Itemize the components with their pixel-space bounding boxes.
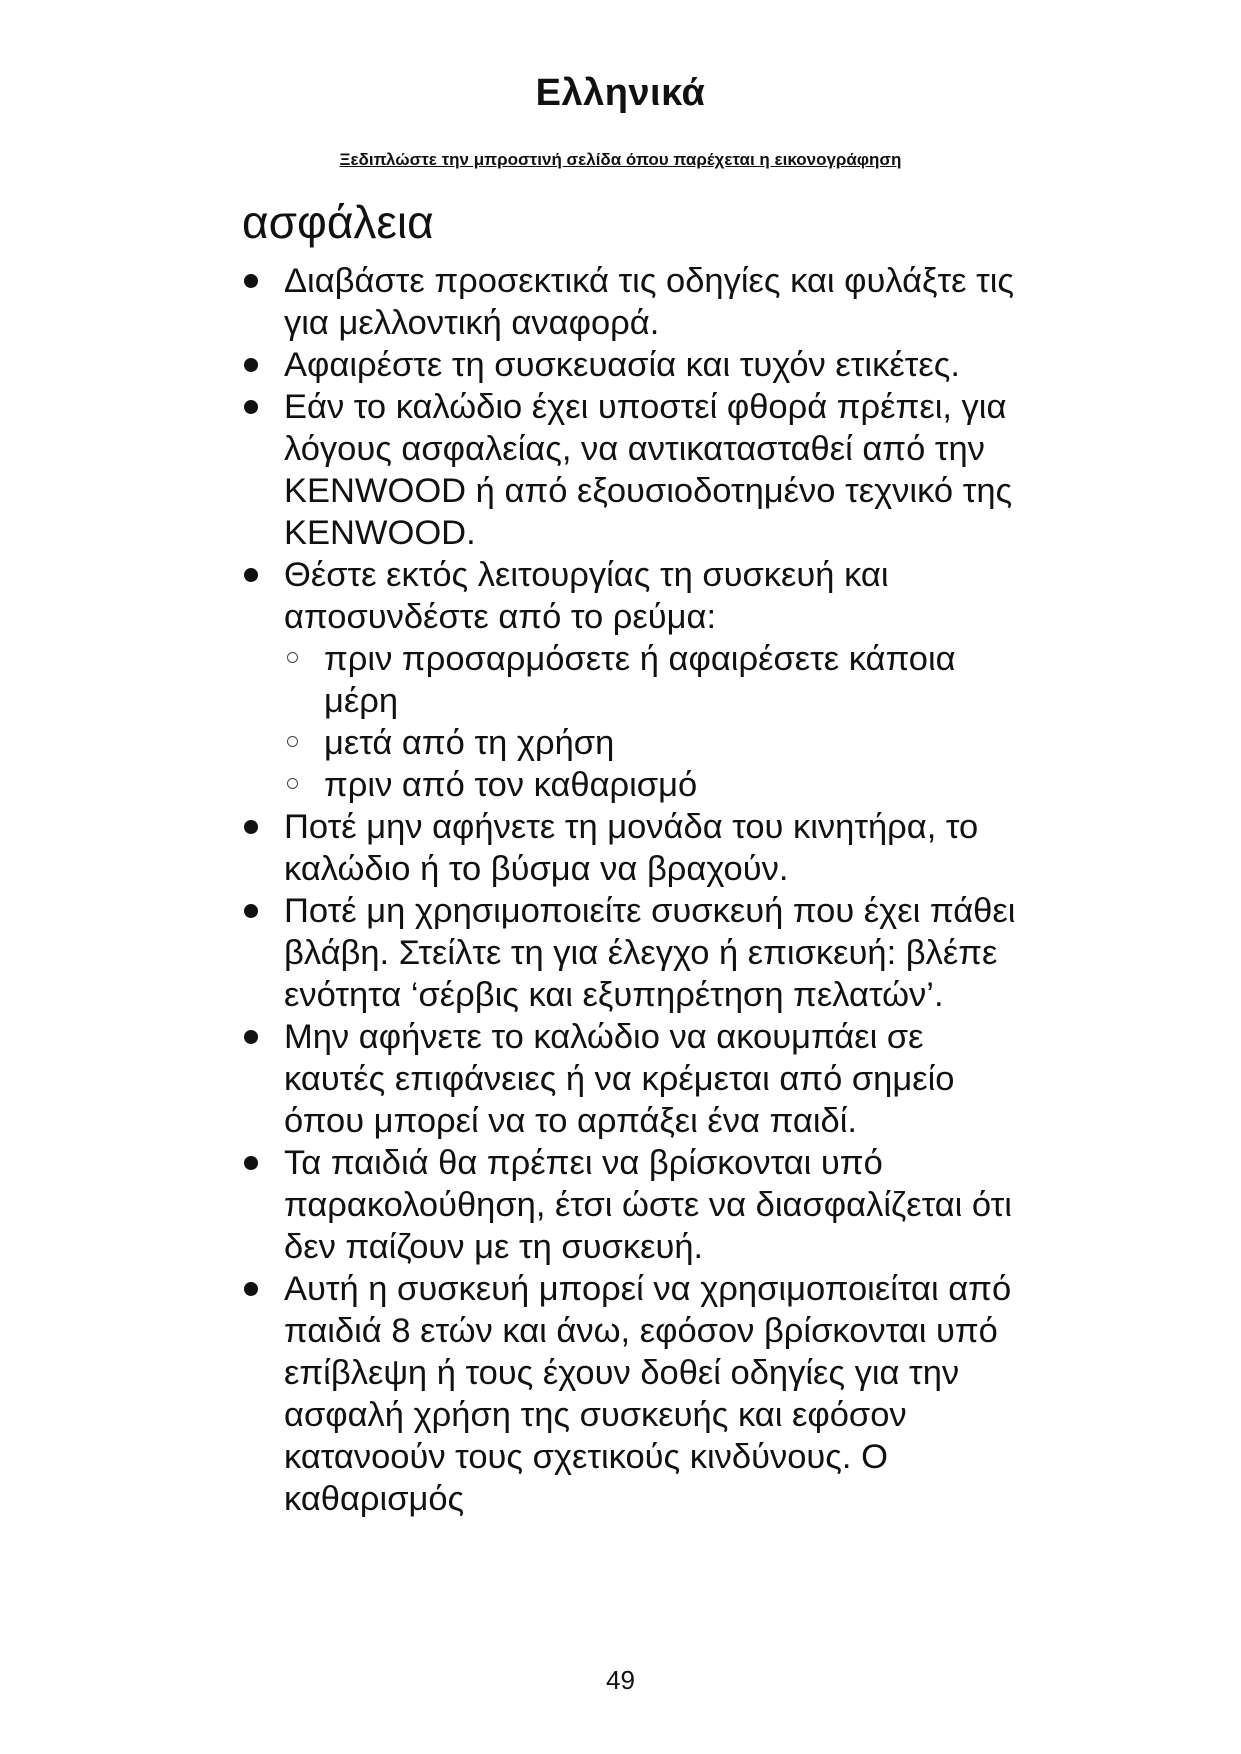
bullet-icon xyxy=(244,820,258,834)
safety-item xyxy=(242,344,1022,386)
safety-item xyxy=(242,260,1022,344)
section-heading-safety: ασφάλεια xyxy=(242,196,434,248)
hollow-bullet-icon xyxy=(287,736,298,747)
safety-list xyxy=(242,260,1022,1520)
hollow-bullet-icon xyxy=(287,778,298,789)
safety-item xyxy=(242,890,1022,1016)
safety-item-text: Ποτέ μη χρησιμοποιείτε συσκευή που έχει πάθει βλάβη. Στείλτε τη για έλεγχο ή επισκευή: βλέπε ενότητα ‘σέρβις και εξυπηρέτηση πελατών’. xyxy=(284,892,1016,1014)
safety-item-text: Τα παιδιά θα πρέπει να βρίσκονται υπό παρακολούθηση, έτσι ώστε να διασφαλίζεται ότι δεν παίζουν με τη συσκευή. xyxy=(284,1144,1012,1266)
safety-item xyxy=(242,1142,1022,1268)
safety-item xyxy=(242,554,1022,806)
bullet-icon xyxy=(244,568,258,582)
language-title: Ελληνικά xyxy=(535,72,706,114)
safety-item-text: Θέστε εκτός λειτουργίας τη συσκευή και αποσυνδέστε από το ρεύμα: xyxy=(284,556,889,636)
unfold-instruction: Ξεδιπλώστε την μπροστινή σελίδα όπου παρέχεται η εικονογράφηση xyxy=(339,150,902,169)
disconnect-sublist xyxy=(284,638,1022,806)
bullet-icon xyxy=(244,400,258,414)
bullet-icon xyxy=(244,274,258,288)
bullet-icon xyxy=(244,1030,258,1044)
hollow-bullet-icon xyxy=(287,652,298,663)
sub-item-text: πριν προσαρμόσετε ή αφαιρέσετε κάποια μέρη xyxy=(324,640,956,720)
sub-item xyxy=(284,764,1022,806)
safety-item xyxy=(242,1016,1022,1142)
bullet-icon xyxy=(244,1156,258,1170)
sub-item xyxy=(284,638,1022,722)
safety-item-text: Αυτή η συσκευή μπορεί να χρησιμοποιείται από παιδιά 8 ετών και άνω, εφόσον βρίσκονται υπό επίβλεψη ή τους έχουν δοθεί οδηγίες για την ασφαλή χρήση της συσκευής και εφόσον κατανοούν τους σχετικούς κινδύνους. Ο καθαρισμός xyxy=(284,1270,1012,1518)
bullet-icon xyxy=(244,358,258,372)
safety-item-text: Διαβάστε προσεκτικά τις οδηγίες και φυλάξτε τις για μελλοντική αναφορά. xyxy=(284,262,1015,342)
sub-item-text: πριν από τον καθαρισμό xyxy=(324,766,698,804)
safety-item xyxy=(242,386,1022,554)
safety-item xyxy=(242,1268,1022,1520)
safety-item-text: Μην αφήνετε το καλώδιο να ακουμπάει σε καυτές επιφάνειες ή να κρέμεται από σημείο όπου μπορεί να το αρπάξει ένα παιδί. xyxy=(284,1018,955,1140)
safety-item-text: Ποτέ μην αφήνετε τη μονάδα του κινητήρα, το καλώδιο ή το βύσμα να βραχούν. xyxy=(284,808,979,888)
safety-item-text: Αφαιρέστε τη συσκευασία και τυχόν ετικέτες. xyxy=(284,346,960,384)
bullet-icon xyxy=(244,904,258,918)
sub-item xyxy=(284,722,1022,764)
page-number: 49 xyxy=(606,1665,635,1695)
safety-item-text: Εάν το καλώδιο έχει υποστεί φθορά πρέπει, για λόγους ασφαλείας, να αντικατασταθεί από την KENWOOD ή από εξουσιοδοτημένο τεχνικό της KENWOOD. xyxy=(284,388,1013,552)
sub-item-text: μετά από τη χρήση xyxy=(324,724,615,762)
safety-item xyxy=(242,806,1022,890)
bullet-icon xyxy=(244,1282,258,1296)
